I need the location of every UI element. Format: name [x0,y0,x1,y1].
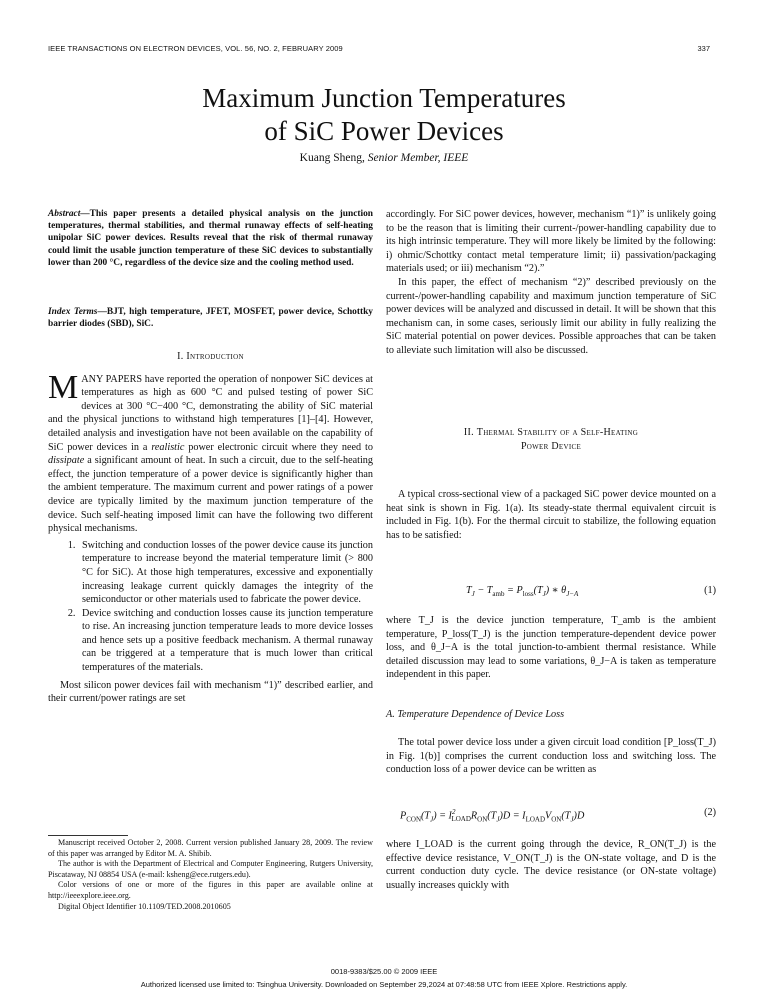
abstract [48,208,373,269]
section-1-heading [48,350,373,364]
footnote-color: Color versions of one or more of the figures in this paper are available online at http://ieeexplore.ieee.org. [48,880,373,900]
section-1 [48,350,373,706]
list-item: 1. Switching and conduction losses of the power device cause its junction temperature to increase beyond the material temperature limit (> 800 °C for SiC). At those high temperatures, excessive and exponentially increasing leakage current quickly damages the integrity of the semiconductor or other materials used to fabricate the power device. [78,539,373,607]
section-2-paragraph-2: where T_J is the device junction temperature, T_amb is the ambient temperature, P_loss(T_J) is the junction temperature-dependent device power loss, and θ_J−A is the total junction-to-ambient thermal resistance. While detailed discussion may lead to some variations, θ_J−A is taken as temperature independent in this paper. [386,615,716,681]
equation-1-number: (1) [704,585,716,596]
drop-cap: M [48,368,79,406]
equation-2-number: (2) [704,807,716,818]
title-line-1: Maximum Junction Temperatures [202,83,566,113]
footnote-rule [48,835,128,836]
intro-paragraph-1: MANY PAPERS have reported the operation of nonpower SiC devices at temperatures as high as 600 °C and pulsed testing of power SiC devices at 300 °C−400 °C, demonstrating the ability of SiC material and the physical junctions to withstand high temperatures [1]–[4]. However, detailed analysis and investigation have not been available on the capability of SiC power devices in a realistic power electronic circuit where they need to dissipate a significant amount of heat. In such a circuit, due to the self-heating effect, the junction temperature of a power device is significantly higher than the ambient temperature. The maximum current and power ratings of a power device are typically limited by the maximum junction temperature of the device. Such self-heating imposed limit can have the following two different physical mechanisms. [48,368,373,535]
footnote-doi: Digital Object Identifier 10.1109/TED.2008.2010605 [58,901,231,911]
footnote-affiliation: The author is with the Department of Electrical and Computer Engineering, Rutgers University, Piscataway, NJ 08854 USA (e-mail: ksheng@ece.rutgers.edu). [48,859,373,879]
index-terms-text: —BJT, high temperature, JFET, MOSFET, power device, Schottky barrier diodes (SBD), SiC. [48,307,373,330]
paper-title [0,82,768,148]
title-line-2: of SiC Power Devices [264,116,504,146]
footnote [48,838,373,912]
section-2-number: II. [463,427,474,438]
abstract-text: —This paper presents a detailed physical analysis on the junction temperatures, thermal stabilities, and thermal runaway effects of self-heating unipolar SiC power devices. Results reveal that the risk of thermal runaway could limit the usable junction temperature of these SiC devices to substantially lower than 200 °C, regardless of the device size and the cooling method used. [48,209,373,268]
copyright-line: 0018-9383/$25.00 © 2009 IEEE [330,967,438,976]
mechanism-list [48,539,373,675]
index-terms [48,306,373,330]
subsection-a-paragraph-1: The total power device loss under a given circuit load condition [P_loss(T_J) in Fig. 1(b)] comprises the current conduction loss and switching loss. The conduction loss of a power device can be written as [386,737,716,776]
section-1-title: Introduction [186,351,244,362]
subsection-a-paragraph-2: where I_LOAD is the current going through the device, R_ON(T_J) is the effective device resistance, V_ON(T_J) is the ON-state voltage, and D is the current conduction duty cycle. The device resistance (or ON-state voltage) usually increases quickly with [386,839,716,891]
section-2-paragraph-1: A typical cross-sectional view of a packaged SiC power device mounted on a heat sink is shown in Fig. 1(a). Its steady-state thermal equivalent circuit is included in Fig. 1(b). For the thermal circuit to stabilize, the following equation has to be satisfied: [386,489,716,541]
license-line: Authorized licensed use limited to: Tsinghua University. Downloaded on September 29,2024 at 07:48:58 UTC from IEEE Xplore. Restrictions apply. [140,980,628,989]
equation-2-body: $P_{CON}(T_J) = I^2_{LOAD}R_{ON}(T_J)D = I_{LOAD}V_{ON}(T_J)D$ [400,808,585,824]
author-line [0,152,768,164]
author-name: Kuang Sheng, [299,152,365,164]
intro-paragraph-2: Most silicon power devices fail with mechanism “1)” described earlier, and their current/power ratings are set [48,679,373,705]
list-item: 2. Device switching and conduction losses cause its junction temperature to rise. An increasing junction temperature leads to more device losses and hence sets up a positive feedback mechanism. A thermal runaway can be triggered at a temperature that is much lower than critical temperatures of the materials. [78,607,373,675]
abstract-label: Abstract [48,209,81,219]
intro-paragraph-3: In this paper, the effect of mechanism “2)” described previously on the current-/power-handling capability and maximum junction temperature of SiC power devices will be analyzed and discussed in detail. It will be shown that this mechanism can, in some cases, seriously limit our ability in fully realizing the SiC material potential on power devices. Possible approaches that can be taken to alleviate such limitation will also be discussed. [386,276,716,356]
section-1-number: I. [177,351,184,362]
intro-continued: accordingly. For SiC power devices, however, mechanism “1)” is unlikely going to be the reason that is limiting their current-/power-handling capability due to its high intrinsic temperature. They will more likely be limited by the following: i) ohmic/Schottky contact metal temperature limit; ii) passivation/packaging materials used; or iii) mechanism “2).” [386,209,716,275]
section-2-title-line-2: Power Device [520,440,582,452]
section-2-heading [386,426,716,453]
right-column-intro [386,208,716,358]
footnote-manuscript: Manuscript received October 2, 2008. Current version published January 28, 2009. The review of this paper was arranged by Editor M. A. Shibib. [48,838,373,858]
section-2-title-line-1: Thermal Stability of a Self-Heating [476,427,639,438]
equation-1-body: $T_J - T_{amb} = P_{loss}(T_J)$ ∗ $\theta_{J-A}$ [466,585,579,599]
section-2-body [386,488,716,542]
author-role: Senior Member, IEEE [367,152,469,164]
running-title: IEEE TRANSACTIONS ON ELECTRON DEVICES, VOL. 56, NO. 2, FEBRUARY 2009 [48,44,343,53]
index-terms-label: Index Terms [48,307,98,317]
subsection-a-heading: A. Temperature Dependence of Device Loss [386,709,565,720]
page-number: 337 [697,44,710,53]
